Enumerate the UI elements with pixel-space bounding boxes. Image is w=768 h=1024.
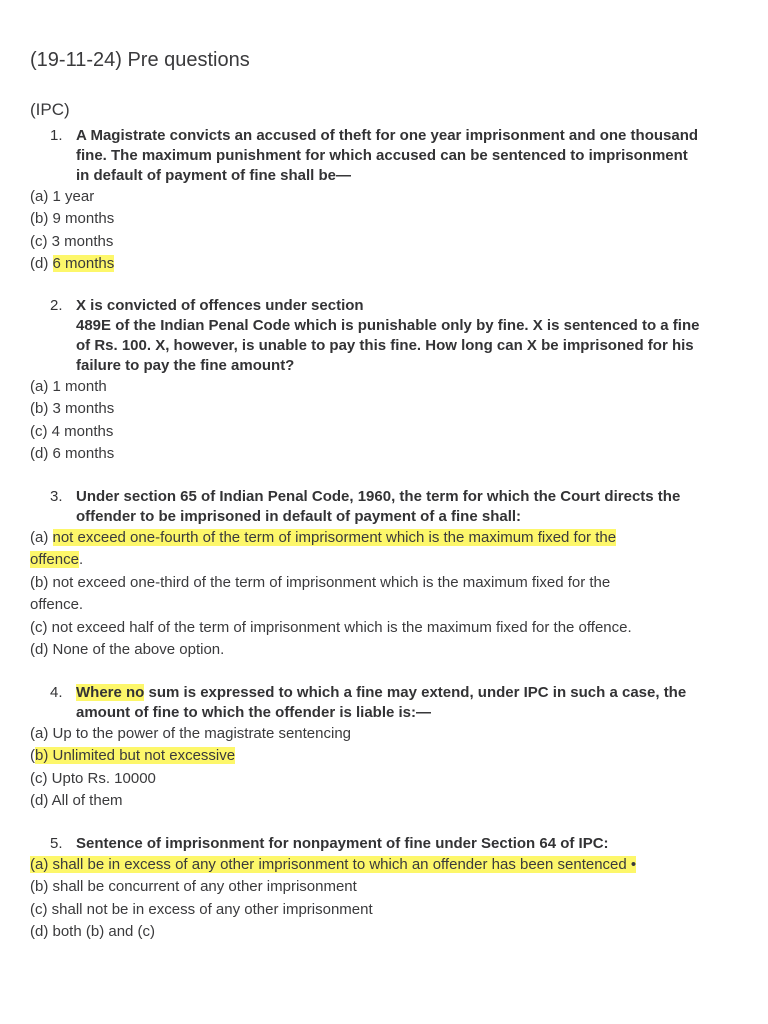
question-line	[30, 834, 750, 854]
question-2	[30, 296, 750, 466]
question-text: in default of payment of fine shall be—	[76, 167, 352, 184]
question-text: of Rs. 100. X, however, is unable to pay this fine. How long can X be imprisoned for his	[76, 337, 694, 354]
option-c: (c) Upto Rs. 10000	[30, 769, 156, 787]
question-1	[30, 126, 750, 276]
answer-highlight: not exceed one-fourth of the term of imprisorment which is the maximum fixed for the	[52, 529, 617, 546]
answer-highlight: b) Unlimited but not excessive	[35, 747, 236, 765]
question-text: offender to be imprisoned in default of payment of a fine shall:	[76, 508, 522, 525]
question-line	[30, 703, 750, 723]
option-c: (c) 3 months	[30, 232, 114, 250]
question-text: Under section 65 of Indian Penal Code, 1960, the term for which the Court directs the	[76, 488, 681, 505]
question-line	[30, 166, 750, 186]
options-list	[30, 723, 750, 813]
option-a: (a) 1 month	[30, 378, 107, 395]
option-b-continued: offence.	[30, 596, 84, 614]
question-line	[30, 487, 750, 507]
option-d: (d) 6 months	[30, 255, 115, 273]
question-line	[30, 126, 750, 146]
options-list	[30, 186, 750, 276]
option-b: (b) 9 months	[30, 210, 115, 228]
option-d: (d) 6 months	[30, 445, 115, 463]
question-highlight: Where no	[76, 684, 145, 701]
option-a: (a) 1 year	[30, 188, 95, 205]
section-heading: (IPC)	[30, 100, 70, 119]
question-line	[30, 356, 750, 376]
question-line	[30, 507, 750, 527]
options-list	[30, 854, 750, 944]
question-line	[30, 336, 750, 356]
option-d: (d) both (b) and (c)	[30, 923, 156, 941]
question-text: failure to pay the fine amount?	[76, 357, 295, 374]
option-d: (d) All of them	[30, 792, 123, 810]
option-b: (b) 3 months	[30, 400, 115, 418]
option-c: (c) shall not be in excess of any other imprisonment	[30, 900, 373, 918]
question-number: 2.	[50, 297, 63, 314]
question-text: X is convicted of offences under section	[76, 297, 364, 314]
question-line	[30, 296, 750, 316]
question-3	[30, 487, 750, 661]
question-number: 4.	[50, 684, 63, 701]
question-line	[30, 683, 750, 703]
option-c: (c) 4 months	[30, 422, 114, 440]
question-number: 3.	[50, 488, 63, 505]
question-5	[30, 834, 750, 944]
question-text: 489E of the Indian Penal Code which is punishable only by fine. X is sentenced to a fine	[76, 317, 700, 334]
question-text: fine. The maximum punishment for which accused can be sentenced to imprisonment	[76, 147, 688, 164]
option-b: (b) Unlimited but not excessive	[30, 747, 236, 765]
question-number: 5.	[50, 835, 63, 852]
document-title: (19-11-24) Pre questions	[30, 49, 250, 71]
option-a: (a) not exceed one-fourth of the term of imprisorment which is the maximum fixed for the	[30, 529, 617, 546]
question-text: sum is expressed to which a fine may extend, under IPC in such a case, the	[144, 684, 687, 701]
option-c: (c) not exceed half of the term of imprisonment which is the maximum fixed for the offence.	[30, 618, 632, 636]
question-text: amount of fine to which the offender is liable is:—	[76, 704, 432, 721]
option-b: (b) shall be concurrent of any other imprisonment	[30, 878, 357, 896]
answer-highlight: offence	[30, 551, 79, 569]
question-text: A Magistrate convicts an accused of theft for one year imprisonment and one thousand	[76, 127, 699, 144]
question-line	[30, 146, 750, 166]
option-d: (d) None of the above option.	[30, 641, 225, 659]
option-a	[30, 854, 750, 876]
option-a: (a) Up to the power of the magistrate sentencing	[30, 725, 352, 742]
answer-highlight: 6 months	[52, 255, 115, 273]
option-a-continued: offence.	[30, 551, 84, 569]
question-4	[30, 683, 750, 813]
options-list	[30, 376, 750, 466]
options-list	[30, 527, 750, 661]
question-text: Sentence of imprisonment for nonpayment of fine under Section 64 of IPC:	[76, 835, 609, 852]
option-b: (b) not exceed one-third of the term of imprisonment which is the maximum fixed for the	[30, 573, 611, 591]
answer-highlight: (a) shall be in excess of any other imprisonment to which an offender has been sentenced •	[30, 856, 637, 873]
question-line	[30, 316, 750, 336]
question-number: 1.	[50, 127, 63, 144]
